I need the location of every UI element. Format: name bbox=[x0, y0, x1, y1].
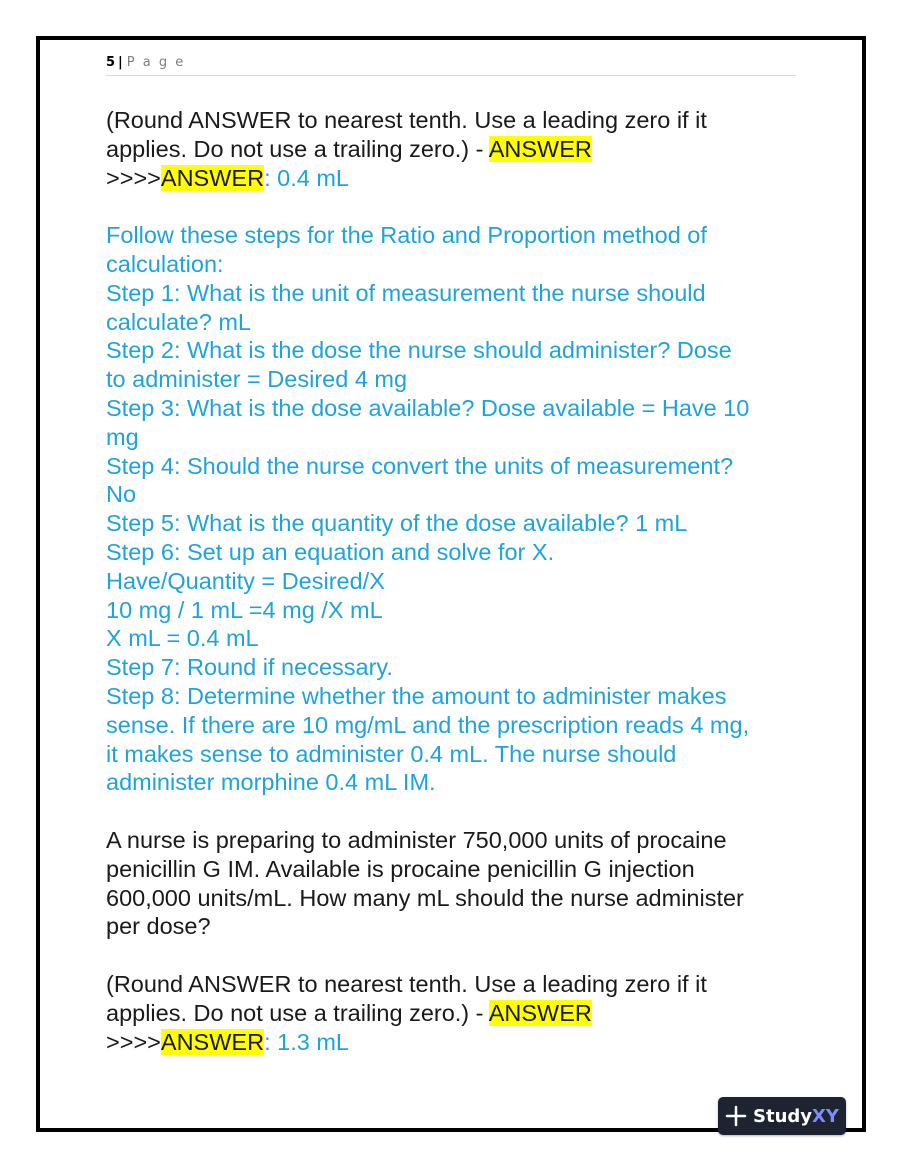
solution-step-line: Have/Quantity = Desired/X bbox=[106, 567, 385, 594]
header-separator: | bbox=[118, 55, 123, 70]
q1-answer-line: >>>>ANSWER: 0.4 mL bbox=[106, 164, 349, 191]
solution-step-line: sense. If there are 10 mg/mL and the prescription reads 4 mg, bbox=[106, 711, 750, 738]
solution-step-line: calculation: bbox=[106, 250, 224, 277]
solution-step-line: Step 7: Round if necessary. bbox=[106, 654, 393, 681]
solution-step-line: X mL = 0.4 mL bbox=[106, 625, 259, 652]
question-2-line: per dose? bbox=[106, 913, 211, 940]
solution-steps bbox=[106, 221, 806, 797]
solution-step-line: Step 8: Determine whether the amount to administer makes bbox=[106, 682, 727, 709]
solution-step-line: Step 1: What is the unit of measurement the nurse should bbox=[106, 279, 706, 306]
logo-text-xy: XY bbox=[812, 1105, 839, 1127]
spacer bbox=[106, 941, 806, 970]
solution-step-line: No bbox=[106, 481, 137, 508]
answer-highlight: ANSWER bbox=[160, 164, 265, 191]
q2-answer-line: >>>>ANSWER: 1.3 mL bbox=[106, 1028, 349, 1055]
answer-highlight: ANSWER bbox=[160, 1028, 265, 1055]
q2-round-instruction-line1: (Round ANSWER to nearest tenth. Use a leading zero if it bbox=[106, 970, 707, 997]
logo-text-study: Study bbox=[753, 1105, 813, 1127]
plus-icon bbox=[725, 1105, 747, 1127]
question-2 bbox=[106, 826, 806, 941]
solution-step-line: 10 mg / 1 mL =4 mg /X mL bbox=[106, 596, 383, 623]
q1-answer-value: : 0.4 mL bbox=[264, 164, 349, 191]
solution-step-line: Step 2: What is the dose the nurse should administer? Dose bbox=[106, 337, 732, 364]
solution-step-line: mg bbox=[106, 423, 139, 450]
studyxy-logo bbox=[718, 1097, 846, 1135]
spacer bbox=[106, 192, 806, 221]
q2-round-instruction-line2: applies. Do not use a trailing zero.) - ANSWER bbox=[106, 999, 592, 1026]
question-2-line: A nurse is preparing to administer 750,000 units of procaine bbox=[106, 826, 727, 853]
solution-step-line: Follow these steps for the Ratio and Proportion method of bbox=[106, 222, 707, 249]
solution-step-line: Step 6: Set up an equation and solve for X. bbox=[106, 538, 555, 565]
spacer bbox=[106, 797, 806, 826]
page-label: P a g e bbox=[126, 55, 186, 70]
q1-round-instruction-line1: (Round ANSWER to nearest tenth. Use a leading zero if it bbox=[106, 107, 707, 133]
solution-step-line: calculate? mL bbox=[106, 308, 251, 335]
document-body bbox=[106, 106, 806, 1056]
answer-highlight: ANSWER bbox=[488, 999, 592, 1026]
question-2-line: 600,000 units/mL. How many mL should the nurse administer bbox=[106, 884, 744, 911]
solution-step-line: Step 4: Should the nurse convert the units of measurement? bbox=[106, 452, 734, 479]
solution-step-line: to administer = Desired 4 mg bbox=[106, 366, 408, 393]
page-number: 5 bbox=[106, 55, 116, 70]
answer-highlight: ANSWER bbox=[488, 135, 592, 162]
page-header bbox=[106, 55, 796, 76]
solution-step-line: it makes sense to administer 0.4 mL. The nurse should bbox=[106, 740, 677, 767]
q1-round-instruction-line2: applies. Do not use a trailing zero.) - ANSWER bbox=[106, 135, 592, 162]
solution-step-line: Step 5: What is the quantity of the dose available? 1 mL bbox=[106, 510, 688, 537]
q2-answer-value: : 1.3 mL bbox=[264, 1028, 349, 1055]
solution-step-line: administer morphine 0.4 mL IM. bbox=[106, 769, 436, 796]
question-2-line: penicillin G IM. Available is procaine penicillin G injection bbox=[106, 855, 695, 882]
solution-step-line: Step 3: What is the dose available? Dose available = Have 10 bbox=[106, 394, 750, 421]
